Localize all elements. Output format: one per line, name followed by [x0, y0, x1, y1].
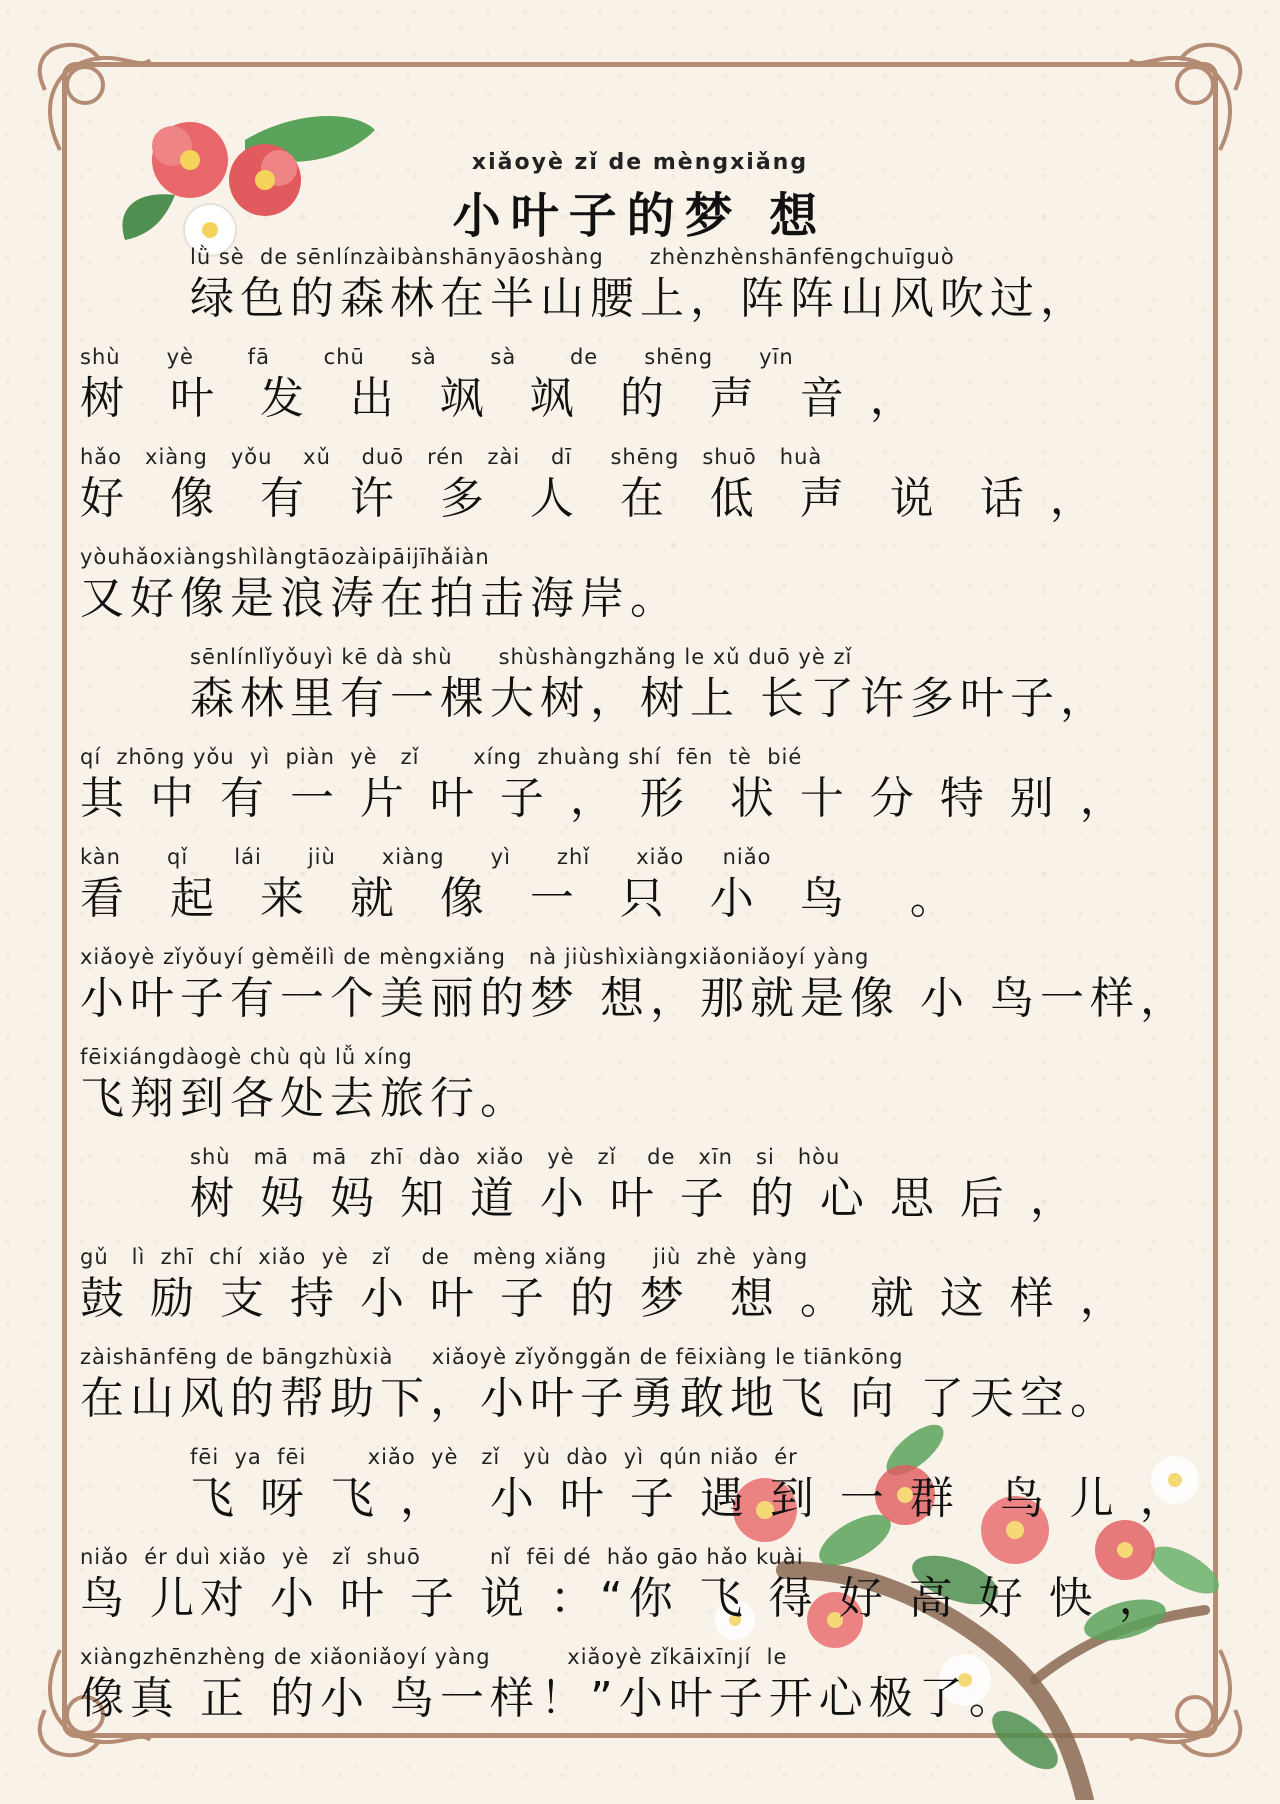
line-pinyin: shù mā mā zhī dào xiǎo yè zǐ de xīn si hòu — [190, 1145, 841, 1169]
line-pinyin: fēixiángdàogè chù qù lǚ xíng — [80, 1045, 413, 1069]
story-line — [80, 545, 1210, 625]
line-text: 鸟 儿对 小 叶 子 说 ：“你 飞 得 好 高 好 快 ， — [80, 1573, 1169, 1624]
story-line — [80, 1045, 1210, 1125]
line-text: 其 中 有 一 片 叶 子 ， 形 状 十 分 特 别 ， — [80, 773, 1130, 824]
line-text: 树 叶 发 出 飒 飒 的 声 音 ， — [80, 373, 920, 424]
story-line — [80, 945, 1210, 1025]
line-pinyin: xiǎoyè zǐyǒuyí gèměilì de mèngxiǎng nà jiùshìxiàngxiǎoniǎoyí yàng — [80, 945, 870, 969]
story-line — [80, 1145, 1210, 1225]
title-block — [0, 150, 1280, 246]
story-line — [80, 245, 1210, 325]
story-line — [80, 1645, 1210, 1725]
story-line — [80, 1445, 1210, 1525]
story-line — [80, 1345, 1210, 1425]
story-line — [80, 345, 1210, 425]
line-text: 又好像是浪涛在拍击海岸。 — [80, 573, 680, 624]
line-text: 好 像 有 许 多 人 在 低 声 说 话 ， — [80, 473, 1100, 524]
line-text: 树 妈 妈 知 道 小 叶 子 的 心 思 后 ， — [190, 1173, 1080, 1224]
story-line — [80, 845, 1210, 925]
line-pinyin: hǎo xiàng yǒu xǔ duō rén zài dī shēng shuō huà — [80, 445, 823, 469]
line-pinyin: fēi ya fēi xiǎo yè zǐ yù dào yì qún niǎo ér — [190, 1445, 798, 1469]
story-line — [80, 445, 1210, 525]
page-title: 小叶子的梦 想 — [452, 188, 828, 244]
line-pinyin: shù yè fā chū sà sà de shēng yīn — [80, 345, 794, 369]
line-text: 鼓 励 支 持 小 叶 子 的 梦 想 。 就 这 样 ， — [80, 1273, 1130, 1324]
line-pinyin: lǜ sè de sēnlínzàibànshānyāoshàng zhènzhènshānfēngchuīguò — [190, 245, 955, 269]
line-pinyin: kàn qǐ lái jiù xiàng yì zhǐ xiǎo niǎo — [80, 845, 772, 869]
line-pinyin: yòuhǎoxiàngshìlàngtāozàipāijīhǎiàn — [80, 545, 490, 569]
story-line — [80, 1545, 1210, 1625]
line-text: 绿色的森林在半山腰上，阵阵山风吹过， — [190, 273, 1090, 324]
line-text: 看 起 来 就 像 一 只 小 鸟 。 — [80, 873, 960, 924]
line-text: 在山风的帮助下，小叶子勇敢地飞 向 了天空。 — [80, 1373, 1120, 1424]
line-text: 小叶子有一个美丽的梦 想，那就是像 小 鸟一样， — [80, 973, 1190, 1024]
line-pinyin: niǎo ér duì xiǎo yè zǐ shuō nǐ fēi dé hǎo gāo hǎo kuài — [80, 1545, 804, 1569]
line-text: 森林里有一棵大树，树上 长了许多叶子， — [190, 673, 1110, 724]
line-text: 像真 正 的小 鸟一样！”小叶子开心极了。 — [80, 1673, 1019, 1724]
story-line — [80, 1245, 1210, 1325]
line-text: 飞 呀 飞 ， 小 叶 子 遇 到 一 群 鸟 儿 ， — [190, 1473, 1190, 1524]
story-line — [80, 645, 1210, 725]
line-pinyin: sēnlínlǐyǒuyì kē dà shù shùshàngzhǎng le xǔ duō yè zǐ — [190, 645, 853, 669]
line-pinyin: xiàngzhēnzhèng de xiǎoniǎoyí yàng xiǎoyè zǐkāixīnjí le — [80, 1645, 788, 1669]
line-text: 飞翔到各处去旅行。 — [80, 1073, 530, 1124]
line-pinyin: zàishānfēng de bāngzhùxià xiǎoyè zǐyǒnggǎn de fēixiàng le tiānkōng — [80, 1345, 904, 1369]
story-line — [80, 745, 1210, 825]
line-pinyin: qí zhōng yǒu yì piàn yè zǐ xíng zhuàng shí fēn tè bié — [80, 745, 803, 769]
title-pinyin: xiǎoyè zǐ de mèngxiǎng — [471, 150, 809, 175]
line-pinyin: gǔ lì zhī chí xiǎo yè zǐ de mèng xiǎng jiù zhè yàng — [80, 1245, 809, 1269]
